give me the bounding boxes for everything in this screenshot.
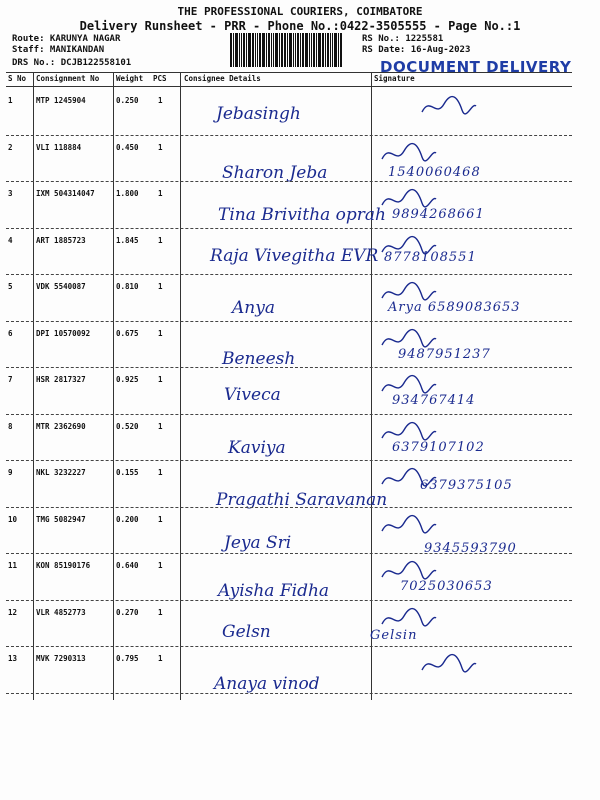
weight-value: 0.810 (116, 282, 139, 291)
barcode-bar (275, 33, 278, 67)
row-serial-number: 4 (8, 235, 13, 245)
signature-scribble (378, 187, 438, 213)
consignment-number: ART 1885723 (36, 235, 86, 245)
barcode-bar (305, 33, 308, 67)
signature-scribble (378, 373, 438, 399)
barcode-bar (255, 33, 256, 67)
consignee-name: Jeya Sri (224, 532, 292, 553)
barcode-bar (340, 33, 342, 67)
pcs-value: 1 (158, 421, 163, 431)
row-separator (6, 228, 572, 229)
consignment-number: HSR 2817327 (36, 375, 86, 384)
signature-scribble (378, 466, 438, 492)
barcode-bar (243, 33, 245, 67)
row-serial-number: 5 (8, 282, 13, 291)
header-bottom-rule (6, 86, 572, 87)
consignee-name: Kaviya (228, 437, 286, 458)
consignee-name: Gelsn (222, 621, 271, 642)
col-header-details: Consignee Details (184, 74, 261, 83)
row-separator (6, 460, 572, 461)
weight-value: 0.200 (116, 514, 139, 524)
barcode-bar (235, 33, 238, 67)
col-header-pcs: PCS (153, 74, 167, 83)
barcode-bar (295, 33, 296, 67)
signature-text: 8778108551 (384, 249, 477, 265)
table-top-rule (6, 72, 572, 73)
barcode-bar (273, 33, 274, 67)
row-serial-number: 7 (8, 375, 13, 384)
barcode-bar (262, 33, 265, 67)
barcode-bar (327, 33, 329, 67)
pcs-value: 1 (158, 142, 163, 152)
weight-value: 0.925 (116, 375, 139, 384)
row-separator (6, 600, 572, 601)
pcs-value: 1 (158, 328, 163, 338)
row-separator (6, 693, 572, 694)
signature-scribble (378, 280, 438, 306)
row-serial-number: 12 (8, 607, 18, 617)
pcs-value: 1 (158, 96, 163, 105)
weight-value: 0.795 (116, 654, 139, 663)
barcode-bar (330, 33, 331, 67)
row-separator (6, 274, 572, 275)
signature-scribble (418, 652, 478, 678)
col-header-signature: Signature (374, 74, 415, 83)
signature-text: Arya 6589083653 (388, 300, 521, 315)
pcs-value: 1 (158, 654, 163, 663)
signature-scribble (378, 559, 438, 585)
signature-text: 9894268661 (392, 207, 485, 222)
consignee-name: Sharon Jeba (222, 162, 328, 183)
barcode-bar (271, 33, 272, 67)
consignment-number: VLI 118884 (36, 142, 82, 152)
barcode-bar (316, 33, 317, 67)
barcode-bar (322, 33, 324, 67)
row-serial-number: 3 (8, 189, 13, 198)
row-separator (6, 367, 572, 368)
signature-text: 7025030653 (400, 579, 493, 594)
barcode-bar (297, 33, 299, 67)
pcs-value: 1 (158, 235, 163, 245)
signature-text: Gelsin (370, 627, 418, 643)
barcode-bar (252, 33, 254, 67)
signature-scribble (378, 327, 438, 353)
weight-value: 0.640 (116, 561, 139, 570)
row-serial-number: 10 (8, 514, 18, 524)
company-title: THE PROFESSIONAL COURIERS, COIMBATORE (177, 5, 423, 18)
row-serial-number: 2 (8, 142, 13, 152)
drs-number: DRS No.: DCJB122558101 (12, 58, 132, 68)
barcode-image (230, 33, 358, 67)
barcode-bar (334, 33, 337, 67)
consignee-name: Viveca (224, 385, 281, 405)
weight-value: 0.675 (116, 328, 139, 338)
consignee-name: Tina Brivitha oprah (218, 205, 387, 225)
pcs-value: 1 (158, 189, 163, 198)
col-header-sno: S No (8, 74, 27, 83)
barcode-bar (293, 33, 294, 67)
consignment-number: MTR 2362690 (36, 421, 86, 431)
signature-scribble (378, 513, 438, 539)
signature-text: 9345593790 (424, 540, 517, 556)
row-separator (6, 135, 572, 136)
consignee-name: Anya (232, 298, 275, 318)
col-header-weight: Weight (116, 74, 144, 83)
row-separator (6, 414, 572, 415)
barcode-bar (239, 33, 240, 67)
consignment-number: TMG 5082947 (36, 514, 86, 524)
signature-text: 6379375105 (420, 478, 513, 493)
barcode-bar (281, 33, 283, 67)
consignee-name: Ayisha Fidha (218, 581, 330, 601)
barcode-bar (318, 33, 321, 67)
row-separator (6, 181, 572, 182)
signature-scribble (378, 420, 438, 446)
staff-label: Staff: MANIKANDAN (12, 45, 105, 55)
consignment-number: MTP 1245904 (36, 96, 86, 105)
weight-value: 1.845 (116, 235, 139, 245)
weight-value: 0.450 (116, 142, 139, 152)
barcode-bar (289, 33, 292, 67)
signature-text: 1540060468 (388, 164, 481, 180)
barcode-bar (325, 33, 326, 67)
row-separator (6, 553, 572, 554)
consignment-number: IXM 504314047 (36, 189, 95, 198)
document-delivery-stamp: DOCUMENT DELIVERY (380, 58, 572, 76)
col-header-consignment: Consignment No (36, 74, 100, 83)
consignee-name: Raja Vivegitha EVR (210, 245, 379, 266)
consignee-name: Pragathi Saravanan (216, 490, 388, 510)
weight-value: 1.800 (116, 189, 139, 198)
col-divider (33, 72, 34, 700)
barcode-bar (309, 33, 310, 67)
col-divider (180, 72, 181, 700)
rs-number: RS No.: 1225581 (362, 34, 444, 44)
row-serial-number: 6 (8, 328, 13, 338)
consignment-number: VLR 4852773 (36, 607, 86, 617)
pcs-value: 1 (158, 375, 163, 384)
signature-scribble (418, 94, 478, 120)
pcs-value: 1 (158, 561, 163, 570)
barcode-bar (248, 33, 251, 67)
signature-scribble (378, 234, 438, 260)
weight-value: 0.520 (116, 421, 139, 431)
pcs-value: 1 (158, 607, 163, 617)
row-serial-number: 11 (8, 561, 18, 570)
row-separator (6, 507, 572, 508)
consignment-number: DPI 10570092 (36, 328, 91, 338)
barcode-bar (313, 33, 315, 67)
row-serial-number: 9 (8, 468, 13, 477)
row-serial-number: 13 (8, 654, 18, 663)
consignment-number: KON 85190176 (36, 561, 91, 570)
weight-value: 0.155 (116, 468, 139, 477)
weight-value: 0.270 (116, 607, 139, 617)
col-divider (113, 72, 114, 700)
route-label: Route: KARUNYA NAGAR (12, 34, 121, 44)
barcode-bar (338, 33, 339, 67)
pcs-value: 1 (158, 282, 163, 291)
row-separator (6, 321, 572, 322)
barcode-bar (241, 33, 242, 67)
barcode-bar (266, 33, 267, 67)
barcode-bar (311, 33, 312, 67)
barcode-bar (268, 33, 270, 67)
pcs-value: 1 (158, 468, 163, 477)
barcode-bar (259, 33, 261, 67)
consignment-number: NKL 3232227 (36, 468, 86, 477)
signature-text: 6379107102 (392, 439, 485, 455)
pcs-value: 1 (158, 514, 163, 524)
barcode-bar (300, 33, 301, 67)
runsheet-title: Delivery Runsheet - PRR - Phone No.:0422-3505555 - Page No.:1 (79, 19, 521, 33)
consignee-name: Anaya vinod (214, 674, 320, 694)
col-divider (371, 72, 372, 700)
barcode-bar (246, 33, 247, 67)
barcode-bar (257, 33, 258, 67)
row-separator (6, 646, 572, 647)
weight-value: 0.250 (116, 96, 139, 105)
signature-scribble (378, 141, 438, 167)
barcode-bar (233, 33, 234, 67)
consignment-number: MVK 7290313 (36, 654, 86, 663)
barcode-bar (284, 33, 286, 67)
barcode-bar (230, 33, 232, 67)
barcode-bar (279, 33, 280, 67)
barcode-bar (332, 33, 333, 67)
rs-date: RS Date: 16-Aug-2023 (362, 45, 471, 55)
signature-text: 9487951237 (398, 346, 491, 362)
barcode-bar (287, 33, 288, 67)
signature-text: 934767414 (392, 393, 476, 408)
consignment-number: VDK 5540087 (36, 282, 86, 291)
barcode-bar (302, 33, 304, 67)
consignee-name: Jebasingh (216, 104, 301, 124)
row-serial-number: 1 (8, 96, 13, 105)
signature-scribble (378, 606, 438, 632)
consignee-name: Beneesh (222, 348, 296, 369)
row-serial-number: 8 (8, 421, 13, 431)
